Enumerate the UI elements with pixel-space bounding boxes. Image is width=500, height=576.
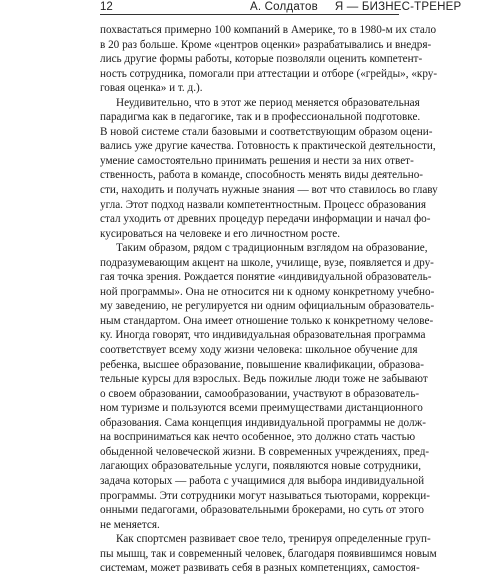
running-head: А. Солдатов Я — БИЗНЕС-ТРЕНЕР bbox=[250, 1, 462, 13]
page-number: 12 bbox=[100, 1, 113, 13]
text-line: говая оценка» и т. д.). bbox=[100, 82, 203, 95]
text-line: ребенка, высшее образование, повышение квалификации, образова- bbox=[100, 358, 424, 371]
text-line: му заведению, не регулируется ни одним официальным образователь- bbox=[100, 300, 435, 313]
text-line: лись другие формы работы, которые позволяли оценить компетент- bbox=[100, 53, 423, 66]
text-line: гая точка зрения. Рождается понятие «индивидуальной образователь- bbox=[100, 271, 432, 284]
text-line: ственность, работа в команде, способность менять виды деятельно- bbox=[100, 169, 424, 182]
text-line: на восприниматься как нечто особенное, это должно стать частью bbox=[100, 431, 416, 444]
text-line: тельные курсы для взрослых. Ведь пожилые люди тоже не забывают bbox=[100, 373, 428, 386]
text-line: в 20 раз больше. Кроме «центров оценки» разрабатывались и внедря- bbox=[100, 38, 432, 51]
text-line: онными педагогами, образовательными брокерами, но суть от этого bbox=[100, 504, 425, 517]
text-line: системам, может развивать себя в разных компетенциях, самостоя- bbox=[100, 562, 420, 575]
text-line: ном туризме и пользуются всеми преимуществами дистанционного bbox=[100, 402, 423, 415]
text-line: о своем образовании, самообразовании, участвуют в образователь- bbox=[100, 387, 420, 400]
text-line: задача которых — работа с учащимися для выбора индивидуальной bbox=[100, 474, 425, 487]
text-line: не меняется. bbox=[100, 518, 160, 531]
paragraph-first-line: Неудивительно, что в этот же период меняется образовательная bbox=[116, 96, 420, 109]
text-line: подразумевающим акцент на школе, училище, вузе, появляется и дру- bbox=[100, 256, 434, 269]
text-line: ность сотрудника, помогали при аттестации и отборе («грейды», «кру- bbox=[100, 67, 438, 80]
text-line: парадигма как в педагогике, так и в профессиональной подготовке. bbox=[100, 111, 421, 124]
text-line: вались уже другие качества. Готовность к практической деятельности, bbox=[100, 140, 436, 153]
text-line: обыденной человеческой жизни. В современных учреждениях, пред- bbox=[100, 445, 430, 458]
body-text bbox=[100, 23, 438, 576]
text-line: похвастаться примерно 100 компаний в Америке, то в 1980-м их стало bbox=[100, 24, 437, 36]
text-line: сти, находить и получать нужные знания — вот что ставилось во главу bbox=[100, 184, 438, 197]
text-line: пы мышц, так и современный человек, благодаря появившимся новым bbox=[100, 547, 437, 560]
text-line: лагающих образовательные услуги, появляются новые сотрудники, bbox=[100, 460, 422, 473]
text-line: ной программы». Она не относится ни к одному конкретному учебно- bbox=[100, 285, 435, 298]
text-line: кусироваться на человеке и его личностном росте. bbox=[100, 227, 341, 240]
text-line: стал уходить от древних процедур передачи информации и начал фо- bbox=[100, 213, 431, 226]
header-rule bbox=[100, 14, 399, 15]
text-line: образования. Сама концепция индивидуальной программы не долж- bbox=[100, 416, 426, 429]
text-line: ным стандартом. Она имеет отношение только к конкретному челове- bbox=[100, 314, 434, 327]
text-line: ку. Иногда говорят, что индивидуальная образовательная программа bbox=[100, 329, 426, 342]
paragraph-first-line: Как спортсмен развивает свое тело, тренируя определенные груп- bbox=[116, 533, 431, 546]
text-line: В новой системе стали базовыми и соответствующим образом оцени- bbox=[100, 125, 433, 138]
paragraph-first-line: Таким образом, рядом с традиционным взглядом на образование, bbox=[116, 242, 428, 255]
text-line: программы. Эти сотрудники могут называться тьюторами, коррекци- bbox=[100, 489, 430, 502]
text-line: умение самостоятельно принимать решения и нести за них ответ- bbox=[100, 154, 414, 167]
text-line: угла. Этот подход назвали компетентностным. Процесс образования bbox=[100, 198, 426, 211]
text-line: соответствует всему ходу жизни человека: школьное обучение для bbox=[100, 344, 418, 357]
